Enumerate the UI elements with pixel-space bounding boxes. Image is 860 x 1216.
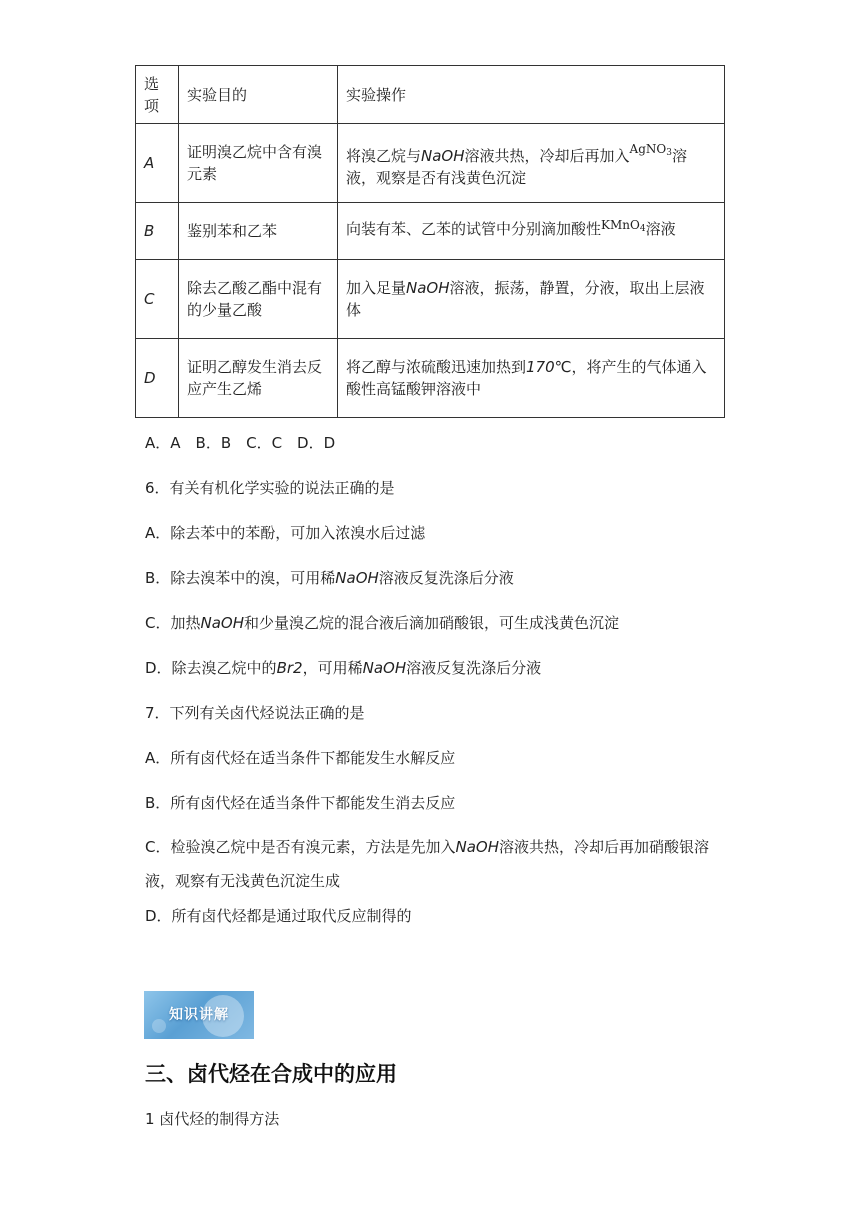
table-header-row [136,66,725,124]
row-goal: 除去乙酸乙酯中混有的少量乙酸 [179,260,338,339]
knowledge-badge [144,991,254,1039]
experiment-table [135,65,725,418]
row-operation: 向装有苯、乙苯的试管中分别滴加酸性$^{KMnO_4}$溶液 [338,203,725,260]
q5-answer-choices: A．A B．B C．C D．D [145,434,336,452]
row-option: C [136,260,179,339]
row-goal: 鉴别苯和乙苯 [179,203,338,260]
table-row [136,260,725,339]
q6-option-a: A．除去苯中的苯酚，可加入浓溴水后过滤 [145,524,426,542]
q6-option-c: C．加热NaOH和少量溴乙烷的混合液后滴加硝酸银，可生成浅黄色沉淀 [145,614,619,632]
header-operation: 实验操作 [338,66,725,124]
header-option: 选项 [136,66,179,124]
row-operation: 将乙醇与浓硫酸迅速加热到170℃，将产生的气体通入酸性高锰酸钾溶液中 [338,339,725,418]
row-goal: 证明溴乙烷中含有溴元素 [179,124,338,203]
row-operation: 加入足量NaOH溶液，振荡，静置，分液，取出上层液体 [338,260,725,339]
subsection-title: 1 卤代烃的制得方法 [145,1110,280,1128]
q6-stem: 6．有关有机化学实验的说法正确的是 [145,479,395,497]
row-option: D [136,339,179,418]
q6-option-b: B．除去溴苯中的溴，可用稀NaOH溶液反复洗涤后分液 [145,569,514,587]
row-operation: 将溴乙烷与NaOH溶液共热，冷却后再加入$^{AgNO_3}$溶液，观察是否有浅黄色沉淀 [338,124,725,203]
q7-option-a: A．所有卤代烃在适当条件下都能发生水解反应 [145,749,456,767]
section-title: 三、卤代烃在合成中的应用 [145,1062,397,1086]
q7-option-d: D．所有卤代烃都是通过取代反应制得的 [145,907,412,925]
q7-option-c: C．检验溴乙烷中是否有溴元素，方法是先加入NaOH溶液共热，冷却后再加硝酸银溶液，观察有无浅黄色沉淀生成 [145,838,709,890]
row-option: A [136,124,179,203]
q7-option-b: B．所有卤代烃在适当条件下都能发生消去反应 [145,794,456,812]
header-goal: 实验目的 [179,66,338,124]
row-option: B [136,203,179,260]
table-row [136,124,725,203]
q6-option-d: D．除去溴乙烷中的Br2，可用稀NaOH溶液反复洗涤后分液 [145,659,542,677]
badge-label: 知识讲解 [169,1007,229,1023]
table-row [136,339,725,418]
q7-stem: 7．下列有关卤代烃说法正确的是 [145,704,365,722]
table-row [136,203,725,260]
row-goal: 证明乙醇发生消去反应产生乙烯 [179,339,338,418]
